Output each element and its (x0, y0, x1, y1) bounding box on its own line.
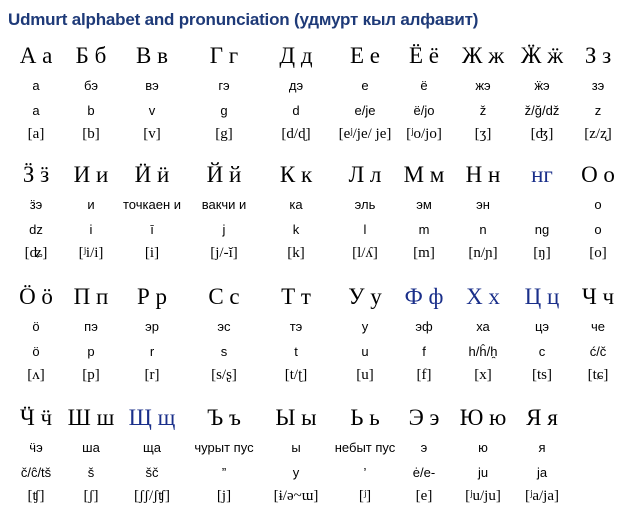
cyrillic-letter: Я я (526, 405, 558, 430)
letter-name: эль (354, 197, 376, 212)
cyrillic-letter: К к (279, 162, 313, 187)
cyrillic-letter: И и (73, 162, 109, 187)
ipa-pronunciation: [ʒ] (474, 126, 492, 142)
letter-name: ё (420, 78, 428, 93)
letter-name: дэ (288, 78, 304, 93)
ipa-pronunciation: [ʌ] (27, 367, 45, 383)
ipa-pronunciation: [v] (143, 126, 161, 142)
cyrillic-letter: Ъ ъ (207, 405, 241, 430)
letter-name: ща (143, 440, 161, 455)
cyrillic-letter: З з (584, 43, 612, 68)
cyrillic-letter: В в (136, 43, 168, 68)
ipa-pronunciation: [f] (416, 367, 432, 383)
transliteration: a (32, 103, 40, 118)
transliteration: g (220, 103, 228, 118)
letter-name: е (361, 78, 369, 93)
transliteration: k (292, 222, 300, 237)
cyrillic-letter: Э э (408, 405, 440, 430)
transliteration: dz (29, 222, 43, 237)
cyrillic-letter: Щ щ (128, 405, 176, 430)
letter-name: ю (478, 440, 488, 455)
cyrillic-letter: Й й (206, 162, 242, 187)
ipa-pronunciation: [ʧ] (27, 488, 45, 504)
letter-name: и (87, 197, 95, 212)
ipa-pronunciation: [m] (413, 245, 435, 261)
cyrillic-letter: Д д (279, 43, 313, 68)
ipa-pronunciation: [ɨ/ə~ɯ] (273, 488, 319, 504)
letter-name: бэ (84, 78, 98, 93)
ipa-pronunciation: [i] (144, 245, 160, 261)
transliteration: e/je (354, 103, 376, 118)
transliteration: ja (536, 465, 548, 480)
cyrillic-letter: Ж ж (461, 43, 505, 68)
ipa-pronunciation: [ʥ] (24, 245, 48, 261)
transliteration: p (87, 344, 95, 359)
ipa-pronunciation: [tɕ] (587, 367, 609, 383)
ipa-pronunciation: [x] (474, 367, 492, 383)
transliteration: r (149, 344, 155, 359)
transliteration: š (87, 465, 95, 480)
letter-name: эм (416, 197, 432, 212)
letter-name: ша (82, 440, 100, 455)
ipa-pronunciation: [g] (215, 126, 233, 142)
ipa-pronunciation: [ʲa/ja] (525, 488, 559, 504)
ipa-pronunciation: [l/ʎ] (352, 245, 378, 261)
transliteration: z (594, 103, 602, 118)
transliteration: ž (479, 103, 487, 118)
cyrillic-letter: Х х (466, 284, 500, 309)
letter-name: вакчи и (201, 197, 247, 212)
transliteration: ’ (363, 465, 367, 480)
letter-name: я (538, 440, 546, 455)
transliteration: y (292, 465, 300, 480)
cyrillic-letter: Ӧ ӧ (19, 284, 53, 309)
transliteration: t (294, 344, 298, 359)
transliteration: f (422, 344, 426, 359)
page-title: Udmurt alphabet and pronunciation (удмурт кыл алфавит) (8, 10, 479, 29)
ipa-pronunciation: [e] (415, 488, 433, 504)
cyrillic-letter: У у (348, 284, 382, 309)
letter-name: гэ (218, 78, 230, 93)
cyrillic-letter: Б б (75, 43, 107, 68)
letter-name: чурыт пус (194, 440, 254, 455)
letter-name: ӧ (32, 319, 40, 334)
letter-name: ӝэ (534, 78, 550, 93)
transliteration: u (361, 344, 369, 359)
cyrillic-letter: А а (19, 43, 53, 68)
transliteration: c (538, 344, 546, 359)
letter-name: точкаен и (122, 197, 181, 212)
ipa-pronunciation: [ʲ] (358, 488, 372, 504)
letter-name: тэ (289, 319, 303, 334)
ipa-pronunciation: [ʲo/jo] (406, 126, 442, 142)
letter-name: жэ (475, 78, 491, 93)
cyrillic-letter: Ф ф (404, 284, 444, 309)
cyrillic-letter: Е е (349, 43, 380, 68)
cyrillic-letter: Г г (209, 43, 239, 68)
transliteration: ng (534, 222, 550, 237)
cyrillic-letter: Ю ю (459, 405, 507, 430)
transliteration: ë/jo (413, 103, 435, 118)
ipa-pronunciation: [z/ʐ] (584, 126, 612, 142)
transliteration: ć/č (589, 344, 607, 359)
ipa-pronunciation: [ʤ] (530, 126, 554, 142)
letter-name: эн (476, 197, 490, 212)
ipa-pronunciation: [j] (216, 488, 232, 504)
cyrillic-letter: Т т (281, 284, 311, 309)
cyrillic-letter: М м (403, 162, 445, 187)
ipa-pronunciation: [ŋ] (533, 245, 551, 261)
transliteration: ” (221, 465, 227, 480)
letter-name: ка (289, 197, 303, 212)
ipa-pronunciation: [eʲ/je/ je] (338, 126, 392, 142)
cyrillic-letter: нг (531, 162, 553, 187)
cyrillic-letter: Ц ц (524, 284, 560, 309)
transliteration: n (479, 222, 487, 237)
ipa-pronunciation: [b] (82, 126, 100, 142)
ipa-pronunciation: [a] (27, 126, 45, 142)
letter-name: зэ (591, 78, 605, 93)
transliteration: s (220, 344, 228, 359)
transliteration: d (292, 103, 300, 118)
transliteration: o (594, 222, 602, 237)
letter-name: ха (476, 319, 490, 334)
letter-name: эф (415, 319, 433, 334)
transliteration: h/ĥ/h̯ (468, 344, 498, 359)
cyrillic-letter: Ӥ ӥ (134, 162, 170, 187)
letter-name: у (361, 319, 369, 334)
transliteration: l (363, 222, 367, 237)
letter-name: вэ (145, 78, 159, 93)
letter-name: э (420, 440, 428, 455)
letter-name: цэ (534, 319, 550, 334)
ipa-pronunciation: [ts] (532, 367, 552, 383)
ipa-pronunciation: [p] (82, 367, 100, 383)
letter-name: эс (217, 319, 231, 334)
ipa-pronunciation: [ʲi/i] (78, 245, 104, 261)
transliteration: ö (32, 344, 40, 359)
transliteration: ī (150, 222, 154, 237)
transliteration: b (87, 103, 95, 118)
cyrillic-letter: Ч ч (581, 284, 615, 309)
ipa-pronunciation: [k] (287, 245, 305, 261)
cyrillic-letter: Л л (348, 162, 382, 187)
ipa-pronunciation: [d/ɖ] (281, 126, 311, 142)
transliteration: ju (477, 465, 489, 480)
cyrillic-letter: С с (208, 284, 240, 309)
ipa-pronunciation: [n/ɲ] (468, 245, 498, 261)
transliteration: č/ĉ/tš (20, 465, 52, 480)
letter-name: о (594, 197, 602, 212)
letter-name: а (32, 78, 40, 93)
transliteration: i (89, 222, 93, 237)
ipa-pronunciation: [j/-ĭ] (210, 245, 238, 261)
ipa-pronunciation: [ʲu/ju] (465, 488, 501, 504)
ipa-pronunciation: [s/ʂ] (211, 367, 237, 383)
transliteration: j (222, 222, 226, 237)
ipa-pronunciation: [ʃ] (83, 488, 99, 504)
cyrillic-letter: Ё ё (408, 43, 439, 68)
letter-name: ӵэ (29, 440, 43, 455)
transliteration: ė/e- (412, 465, 436, 480)
letter-name: небыт пус (334, 440, 396, 455)
transliteration: ž/ğ/dž (524, 103, 560, 118)
letter-name: че (590, 319, 605, 334)
cyrillic-letter: Ы ы (275, 405, 317, 430)
transliteration: m (418, 222, 430, 237)
cyrillic-letter: О о (581, 162, 615, 187)
cyrillic-letter: Ӵ ӵ (19, 405, 53, 430)
cyrillic-letter: Ь ь (350, 405, 380, 430)
ipa-pronunciation: [r] (144, 367, 160, 383)
letter-name: ӟэ (29, 197, 43, 212)
ipa-pronunciation: [o] (589, 245, 607, 261)
cyrillic-letter: Ӟ ӟ (22, 162, 50, 187)
letter-name: ы (291, 440, 301, 455)
ipa-pronunciation: [t/ʈ] (284, 367, 308, 383)
transliteration: v (148, 103, 156, 118)
cyrillic-letter: Ш ш (67, 405, 115, 430)
letter-name: эр (145, 319, 159, 334)
cyrillic-letter: П п (73, 284, 109, 309)
ipa-pronunciation: [u] (356, 367, 374, 383)
ipa-pronunciation: [ʃʃ/ʃʧ] (133, 488, 171, 504)
letter-name: пэ (84, 319, 98, 334)
cyrillic-letter: Ӝ ӝ (520, 43, 564, 68)
transliteration: šč (145, 465, 159, 480)
cyrillic-letter: Р р (136, 284, 168, 309)
cyrillic-letter: Н н (465, 162, 501, 187)
